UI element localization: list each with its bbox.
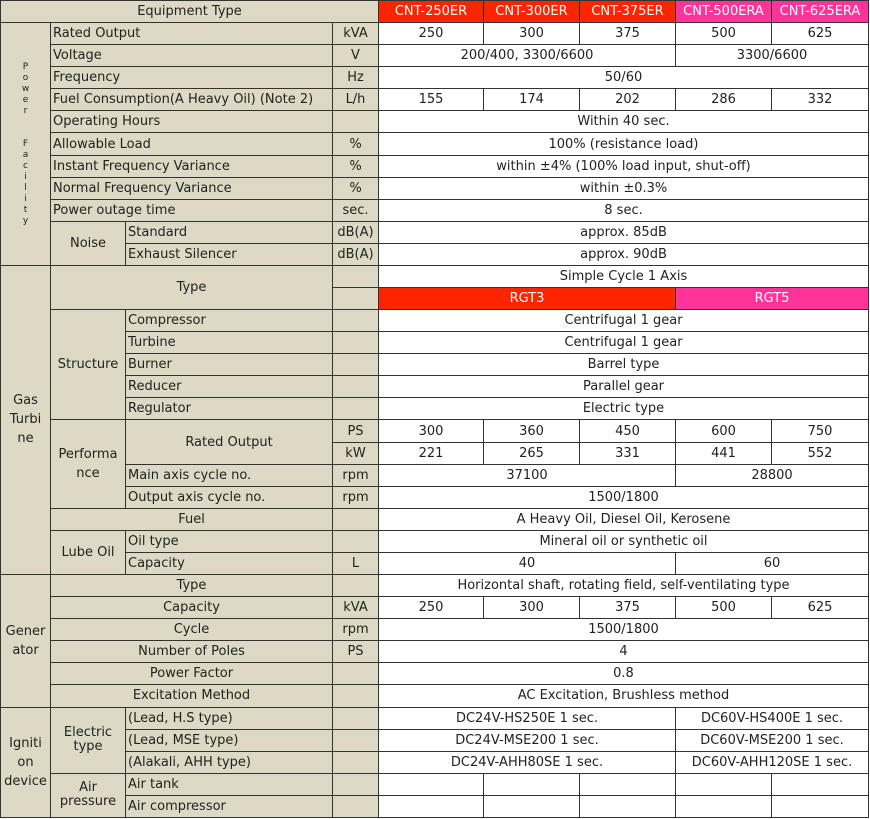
unit-allowable-load: %	[333, 133, 379, 155]
row-lead-mse	[1, 729, 869, 751]
row-lead-hs	[1, 707, 869, 729]
unit-blank	[333, 354, 379, 376]
section-power-facility	[1, 23, 51, 266]
value-compressor: Centrifugal 1 gear	[379, 310, 869, 332]
label-gt-type: Type	[51, 265, 333, 309]
value-cell: 375	[580, 597, 676, 619]
value-cell-empty	[580, 795, 676, 817]
unit-kw: kW	[333, 442, 379, 464]
unit-fuel-consumption: L/h	[333, 89, 379, 111]
section-letter: w	[21, 83, 30, 94]
row-noise-exhaust	[1, 243, 869, 265]
value-cell-empty	[676, 773, 772, 795]
unit-blank	[333, 332, 379, 354]
value-lead-hs-high: DC60V-HS400E 1 sec.	[676, 707, 869, 729]
value-gen-pf: 0.8	[379, 663, 869, 685]
value-cell-empty	[772, 773, 869, 795]
label-rated-output: Rated Output	[51, 23, 333, 45]
label-oil-type: Oil type	[126, 530, 333, 552]
label-air-compressor: Air compressor	[126, 795, 333, 817]
label-alakali: (Alakali, AHH type)	[126, 751, 333, 773]
section-text: on	[17, 754, 34, 770]
gt-model-rgt3: RGT3	[379, 288, 676, 310]
value-cell-empty	[379, 773, 484, 795]
row-frequency	[1, 67, 869, 89]
row-alakali	[1, 751, 869, 773]
unit-blank	[333, 398, 379, 420]
row-air-compressor	[1, 795, 869, 817]
row-output-axis	[1, 486, 869, 508]
label-output-axis: Output axis cycle no.	[126, 486, 333, 508]
row-compressor	[1, 310, 869, 332]
section-letter: i	[24, 171, 27, 182]
section-text: Igniti	[9, 735, 42, 751]
label-noise-standard: Standard	[126, 221, 333, 243]
header-row	[1, 1, 869, 23]
value-main-axis-high: 28800	[676, 464, 869, 486]
section-letter: a	[22, 149, 29, 160]
value-cell-empty	[484, 795, 580, 817]
unit-blank	[333, 795, 379, 817]
section-letter-gap	[1, 128, 50, 139]
section-letter: i	[24, 193, 27, 204]
value-cell: 500	[676, 597, 772, 619]
label-text: type	[73, 739, 103, 755]
unit-blank	[333, 530, 379, 552]
equipment-type-header: Equipment Type	[1, 1, 379, 23]
label-gen-cycle: Cycle	[51, 619, 333, 641]
row-power-outage	[1, 199, 869, 221]
value-operating-hours: Within 40 sec.	[379, 111, 869, 133]
value-lead-mse-low: DC24V-MSE200 1 sec.	[379, 729, 676, 751]
unit-power-outage: sec.	[333, 199, 379, 221]
value-cell-empty	[379, 795, 484, 817]
label-power-outage: Power outage time	[51, 199, 333, 221]
row-rated-output	[1, 23, 869, 45]
unit-noise-exhaust: dB(A)	[333, 243, 379, 265]
value-cell: 202	[580, 89, 676, 111]
unit-voltage: V	[333, 45, 379, 67]
label-gen-excitation: Excitation Method	[51, 685, 333, 707]
label-lead-hs: (Lead, H.S type)	[126, 707, 333, 729]
unit-noise-standard: dB(A)	[333, 221, 379, 243]
value-main-axis-low: 37100	[379, 464, 676, 486]
unit-blank	[333, 376, 379, 398]
value-cell: 250	[379, 597, 484, 619]
unit-blank	[333, 685, 379, 707]
row-oil-type	[1, 530, 869, 552]
model-header-cnt-300er: CNT-300ER	[484, 1, 580, 23]
unit-blank	[333, 663, 379, 685]
value-cell: 625	[772, 597, 869, 619]
row-gen-capacity	[1, 597, 869, 619]
value-cell: 265	[484, 442, 580, 464]
unit-blank	[333, 508, 379, 530]
row-gen-type	[1, 575, 869, 597]
row-fuel-consumption	[1, 89, 869, 111]
value-cell: 300	[484, 23, 580, 45]
unit-instant-frequency: %	[333, 155, 379, 177]
label-gen-type: Type	[51, 575, 333, 597]
row-main-axis	[1, 464, 869, 486]
label-reducer: Reducer	[126, 376, 333, 398]
section-ignition-device	[1, 707, 51, 818]
row-gen-poles	[1, 641, 869, 663]
row-normal-frequency	[1, 177, 869, 199]
value-allowable-load: 100% (resistance load)	[379, 133, 869, 155]
value-cell-empty	[772, 795, 869, 817]
value-cell: 286	[676, 89, 772, 111]
label-text: nce	[76, 466, 100, 482]
model-header-cnt-500era: CNT-500ERA	[676, 1, 772, 23]
value-reducer: Parallel gear	[379, 376, 869, 398]
unit-gen-cycle: rpm	[333, 619, 379, 641]
value-gen-type: Horizontal shaft, rotating field, self-ventilating type	[379, 575, 869, 597]
label-gen-pf: Power Factor	[51, 663, 333, 685]
value-cell: 300	[484, 597, 580, 619]
label-structure: Structure	[51, 310, 126, 420]
label-gt-fuel: Fuel	[51, 508, 333, 530]
label-gen-capacity: Capacity	[51, 597, 333, 619]
section-letter: c	[23, 160, 28, 171]
gt-model-rgt5: RGT5	[676, 288, 869, 310]
value-cell: 331	[580, 442, 676, 464]
row-noise-standard	[1, 221, 869, 243]
label-compressor: Compressor	[126, 310, 333, 332]
unit-output-axis: rpm	[333, 486, 379, 508]
section-letter: F	[22, 138, 29, 149]
section-text: Gener	[5, 623, 46, 639]
value-cell: 332	[772, 89, 869, 111]
value-lead-hs-low: DC24V-HS250E 1 sec.	[379, 707, 676, 729]
section-letter-gap	[1, 117, 50, 128]
value-instant-frequency: within ±4% (100% load input, shut-off)	[379, 155, 869, 177]
value-cell: 174	[484, 89, 580, 111]
label-electric-type	[51, 707, 126, 773]
label-performance	[51, 420, 126, 508]
section-generator	[1, 575, 51, 707]
row-air-tank	[1, 773, 869, 795]
row-allowable-load	[1, 133, 869, 155]
model-header-cnt-250er: CNT-250ER	[379, 1, 484, 23]
row-operating-hours	[1, 111, 869, 133]
value-cell: 600	[676, 420, 772, 442]
row-perf-rated-ps	[1, 420, 869, 442]
model-header-cnt-375er: CNT-375ER	[580, 1, 676, 23]
label-allowable-load: Allowable Load	[51, 133, 333, 155]
label-fuel-consumption: Fuel Consumption(A Heavy Oil) (Note 2)	[51, 89, 333, 111]
unit-rated-output: kVA	[333, 23, 379, 45]
unit-normal-frequency: %	[333, 177, 379, 199]
label-lead-mse: (Lead, MSE type)	[126, 729, 333, 751]
value-burner: Barrel type	[379, 354, 869, 376]
unit-ps: PS	[333, 420, 379, 442]
section-letter: l	[24, 182, 27, 193]
label-frequency: Frequency	[51, 67, 333, 89]
section-letter: t	[23, 204, 28, 215]
row-turbine	[1, 332, 869, 354]
value-regulator: Electric type	[379, 398, 869, 420]
section-text: ator	[12, 642, 39, 658]
value-cell: 300	[379, 420, 484, 442]
value-voltage-high: 3300/6600	[676, 45, 869, 67]
label-oil-capacity: Capacity	[126, 552, 333, 574]
unit-frequency: Hz	[333, 67, 379, 89]
value-gt-type: Simple Cycle 1 Axis	[379, 265, 869, 287]
value-output-axis: 1500/1800	[379, 486, 869, 508]
section-letter: e	[22, 94, 29, 105]
label-text: Air	[79, 780, 97, 796]
unit-gen-capacity: kVA	[333, 597, 379, 619]
label-operating-hours: Operating Hours	[51, 111, 333, 133]
value-noise-exhaust: approx. 90dB	[379, 243, 869, 265]
value-cell: 441	[676, 442, 772, 464]
label-text: Electric	[63, 725, 113, 741]
value-cell: 500	[676, 23, 772, 45]
value-gen-poles: 4	[379, 641, 869, 663]
value-cell: 360	[484, 420, 580, 442]
value-cell-empty	[580, 773, 676, 795]
section-letter: o	[22, 72, 29, 83]
value-normal-frequency: within ±0.3%	[379, 177, 869, 199]
label-regulator: Regulator	[126, 398, 333, 420]
row-instant-frequency	[1, 155, 869, 177]
label-air-tank: Air tank	[126, 773, 333, 795]
unit-operating-hours	[333, 111, 379, 133]
label-noise-exhaust: Exhaust Silencer	[126, 243, 333, 265]
value-cell: 750	[772, 420, 869, 442]
label-air-pressure	[51, 773, 126, 817]
value-cell: 552	[772, 442, 869, 464]
value-alakali-high: DC60V-AHH120SE 1 sec.	[676, 751, 869, 773]
label-normal-frequency: Normal Frequency Variance	[51, 177, 333, 199]
value-cell: 450	[580, 420, 676, 442]
label-gen-poles: Number of Poles	[51, 641, 333, 663]
value-oil-type: Mineral oil or synthetic oil	[379, 530, 869, 552]
unit-main-axis: rpm	[333, 464, 379, 486]
section-text: ne	[17, 431, 34, 447]
value-noise-standard: approx. 85dB	[379, 221, 869, 243]
unit-blank	[333, 310, 379, 332]
value-turbine: Centrifugal 1 gear	[379, 332, 869, 354]
unit-blank	[333, 751, 379, 773]
unit-blank	[333, 707, 379, 729]
value-gen-cycle: 1500/1800	[379, 619, 869, 641]
row-reducer	[1, 376, 869, 398]
label-main-axis: Main axis cycle no.	[126, 464, 333, 486]
unit-blank	[333, 729, 379, 751]
row-gt-fuel	[1, 508, 869, 530]
value-cell-empty	[676, 795, 772, 817]
label-burner: Burner	[126, 354, 333, 376]
value-oil-capacity-low: 40	[379, 552, 676, 574]
value-cell: 155	[379, 89, 484, 111]
value-cell: 221	[379, 442, 484, 464]
value-cell: 625	[772, 23, 869, 45]
label-lube-oil: Lube Oil	[51, 530, 126, 574]
value-lead-mse-high: DC60V-MSE200 1 sec.	[676, 729, 869, 751]
value-cell: 250	[379, 23, 484, 45]
row-voltage	[1, 45, 869, 67]
model-header-cnt-625era: CNT-625ERA	[772, 1, 869, 23]
section-letter: r	[23, 105, 28, 116]
unit-blank	[333, 575, 379, 597]
unit-blank	[333, 773, 379, 795]
value-gen-excitation: AC Excitation, Brushless method	[379, 685, 869, 707]
unit-gen-poles: PS	[333, 641, 379, 663]
value-cell-empty	[484, 773, 580, 795]
row-gen-pf	[1, 663, 869, 685]
value-oil-capacity-high: 60	[676, 552, 869, 574]
section-text: Turbi	[9, 412, 42, 428]
row-burner	[1, 354, 869, 376]
label-text: Performa	[58, 447, 118, 463]
section-letter: P	[22, 61, 29, 72]
row-gen-cycle	[1, 619, 869, 641]
value-gt-fuel: A Heavy Oil, Diesel Oil, Kerosene	[379, 508, 869, 530]
unit-oil-capacity: L	[333, 552, 379, 574]
value-voltage-low: 200/400, 3300/6600	[379, 45, 676, 67]
value-power-outage: 8 sec.	[379, 199, 869, 221]
section-text: device	[4, 773, 47, 789]
label-turbine: Turbine	[126, 332, 333, 354]
row-gen-excitation	[1, 685, 869, 707]
unit-gt-model	[333, 288, 379, 310]
section-gas-turbine	[1, 265, 51, 574]
value-frequency: 50/60	[379, 67, 869, 89]
row-gt-type	[1, 265, 869, 287]
row-regulator	[1, 398, 869, 420]
row-oil-capacity	[1, 552, 869, 574]
value-cell: 375	[580, 23, 676, 45]
label-perf-rated-output: Rated Output	[126, 420, 333, 464]
label-voltage: Voltage	[51, 45, 333, 67]
unit-gt-type	[333, 265, 379, 287]
section-text: Gas	[13, 393, 38, 409]
section-letter: y	[22, 215, 29, 226]
label-instant-frequency: Instant Frequency Variance	[51, 155, 333, 177]
label-noise: Noise	[51, 221, 126, 265]
value-alakali-low: DC24V-AHH80SE 1 sec.	[379, 751, 676, 773]
label-text: pressure	[59, 794, 117, 810]
